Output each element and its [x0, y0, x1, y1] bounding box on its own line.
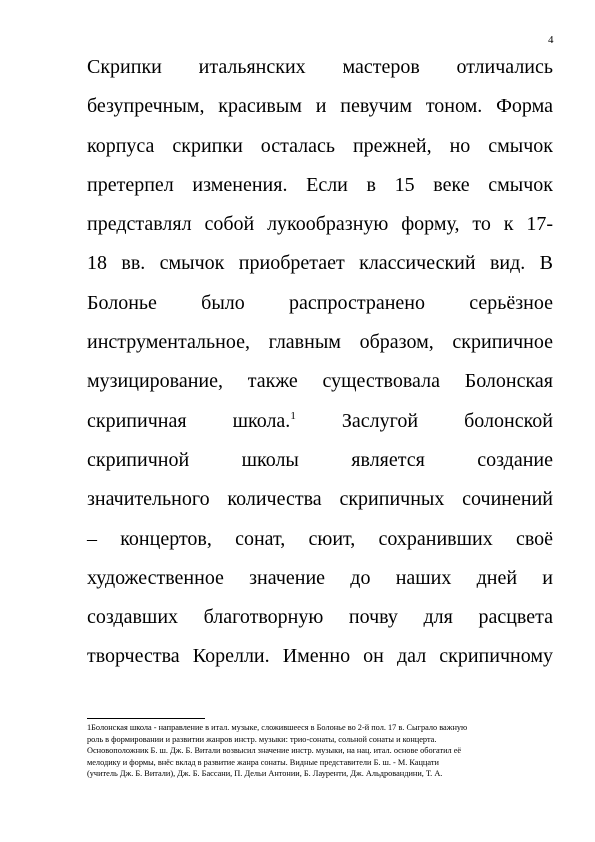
text-line: инструментальное, главным образом, скрипичное — [87, 331, 553, 354]
text-line: создавших благотворную почву для расцвета — [87, 606, 553, 629]
text-line: 18 вв. смычок приобретает классический вид. В — [87, 252, 553, 275]
text-line: скрипичной школы является создание — [87, 448, 553, 471]
text-line: безупречным, красивым и певучим тоном. Форма — [87, 95, 553, 118]
footnote — [87, 722, 557, 780]
text-line: значительного количества скрипичных сочинений — [87, 488, 553, 511]
footnote-line: (учитель Дж. Б. Витали), Дж. Б. Бассани, П. Дельи Антонии, Б. Лауренти, Дж. Альдровандини, Т. А. — [87, 769, 443, 779]
text-line-part: скрипичная школа. — [87, 409, 291, 432]
text-line: Скрипки итальянских мастеров отличались — [87, 56, 553, 78]
footnote-line: роль в формировании и развитии жанров инстр. музыки: трио-сонаты, сольной сонаты и концерта. — [87, 734, 437, 744]
text-line: претерпел изменения. Если в 15 веке смычок — [87, 173, 553, 196]
text-line: творчества Корелли. Именно он дал скрипичному — [87, 645, 553, 668]
footnote-line: мелодику и формы, внёс вклад в развитие жанра сонаты. Видные представители Б. ш. - М. Каццати — [87, 757, 439, 767]
footnote-line: Основоположник Б. ш. Дж. Б. Витали возвысил значение инстр. музыки, на нац. итал. основе обогатил её — [87, 746, 462, 756]
text-line: корпуса скрипки осталась прежней, но смычок — [87, 134, 553, 157]
text-line: художественное значение до наших дней и — [87, 566, 553, 589]
footnote-reference[interactable]: 1 — [290, 409, 296, 422]
footnote-line: 1Болонская школа - направление в итал. музыке, сложившееся в Болонье во 2-й пол. 17 в. Сыграло важную — [87, 723, 468, 732]
main-text — [87, 48, 553, 677]
text-line: – концертов, сонат, сюит, сохранивших своё — [87, 527, 553, 550]
text-line-part: Заслугой болонской — [295, 409, 553, 432]
page-number: 4 — [548, 34, 554, 46]
text-line-with-footnote — [87, 402, 553, 441]
footnote-separator — [87, 718, 205, 719]
text-line: Болонье было распространено серьёзное — [87, 291, 553, 314]
text-line: музицирование, также существовала Болонская — [87, 370, 553, 393]
text-line: представлял собой лукообразную форму, то к 17- — [87, 213, 553, 236]
